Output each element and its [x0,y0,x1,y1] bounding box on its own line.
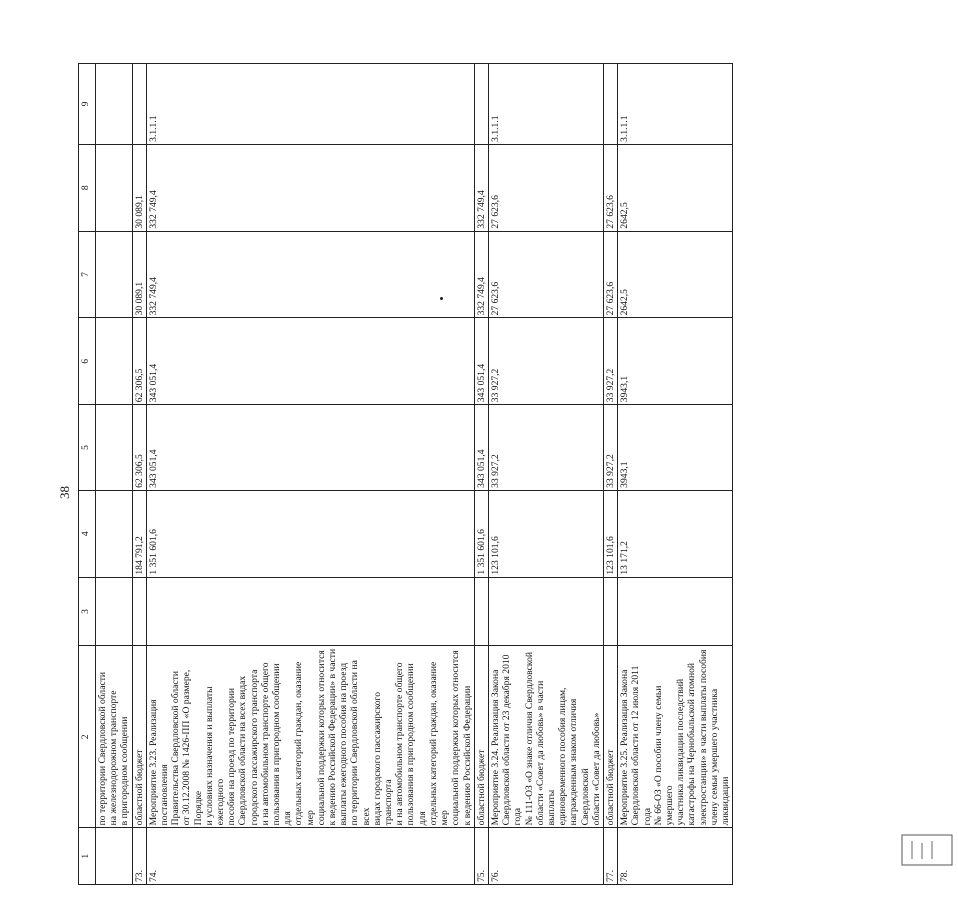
table-cell: 3943,1 [618,318,733,405]
table-cell: 33 927,2 [488,318,603,405]
header-cell: 2 [79,646,96,828]
table-cell: 3943,1 [618,405,733,491]
table-cell [618,577,733,646]
description-line: Мероприятие 3.23. Реализация постановления [147,699,171,826]
description-line: Мероприятие 3.25. Реализация Закона [619,669,631,826]
table-cell: 343 051,4 [474,405,488,491]
table-cell: 2642,5 [618,231,733,318]
description-line: области «Совет да любовь» [590,712,602,826]
table-cell: 27 623,6 [488,144,603,231]
table-cell: 30 089,1 [132,144,146,231]
table-cell: 62 306,5 [132,318,146,405]
table-cell: 123 101,6 [603,490,617,577]
description-line: награжденным знаком отличия Свердловской [568,698,591,826]
table-row [474,64,488,885]
description-line: в пригородном сообщении [119,716,131,826]
table-cell: 74. [146,828,474,885]
table-cell: 13 171,2 [618,490,733,577]
table-cell [96,828,133,885]
table-cell: 77. [603,828,617,885]
table-cell [96,490,133,577]
table-cell: 1 351 601,6 [146,490,474,577]
table-cell [96,405,133,491]
description-cell [488,646,603,828]
description-line: Свердловской области от 12 июля 2011 года [630,665,653,826]
description-line: Свердловской области от 23 декабря 2010 года [501,654,524,826]
description-line: электростанции» в части выплаты пособия [697,649,709,826]
description-line: отдельных категорий граждан, оказание мер [427,661,451,826]
table-cell: 343 051,4 [474,318,488,405]
description-line: по территории Свердловской области [97,671,108,826]
header-cell: 7 [79,231,96,318]
table-row [146,64,474,885]
table-cell: 78. [618,828,733,885]
stamp-mark [898,827,958,869]
header-cell: 1 [79,828,96,885]
description-line: областной бюджет [475,749,487,826]
description-line: № 111-ОЗ «О знаке отличия Свердловской [523,651,535,826]
description-line: члену семьи умершего участника ликвидации [708,688,731,826]
table-cell [603,577,617,646]
table-cell: 75. [474,828,488,885]
table-cell: 2642,5 [618,144,733,231]
table-cell [96,577,133,646]
header-cell: 4 [79,490,96,577]
table-cell: 184 791,2 [132,490,146,577]
description-line: и условиях назначения и выплаты ежегодного [203,686,227,826]
description-line: области «Совет да любовь» в части выплаты [534,680,557,826]
table-cell [96,318,133,405]
description-cell [618,646,733,828]
table-cell: 33 927,2 [603,405,617,491]
table-cell: 62 306,5 [132,405,146,491]
table-cell: 332 749,4 [474,144,488,231]
header-cell: 9 [79,64,96,145]
table-cell: 343 051,4 [146,405,474,491]
table-cell: 33 927,2 [488,405,603,491]
header-cell: 6 [79,318,96,405]
table-cell: 123 101,6 [488,490,603,577]
rotated-table-sheet [78,63,731,885]
description-line: на железнодорожном транспорте [108,690,120,826]
description-line: № 66-ОЗ «О пособии члену семьи умершего [652,685,675,826]
description-cell [96,646,133,828]
description-line: отдельных категорий граждан, оказание мер [293,661,316,826]
description-line: участника ликвидации последствий [675,678,687,826]
table-cell: 3.1.1.1 [618,64,733,145]
description-line: по территории Свердловской области на всех [349,660,372,826]
table-cell: 30 089,1 [132,231,146,318]
table-cell [132,577,146,646]
table-row [96,64,133,885]
table-cell [603,64,617,145]
table-cell [96,64,133,145]
description-line: Правительства Свердловской области [170,671,182,826]
table-cell: 27 623,6 [603,231,617,318]
description-line: Свердловской области на всех видах [237,675,249,826]
description-line: и на автомобильном транспорте общего [394,662,406,826]
description-cell [132,646,146,828]
description-line: и на автомобильном транспорте общего [259,662,271,826]
description-line: областной бюджет [604,749,616,826]
table-cell: 76. [488,828,603,885]
table-cell: 73. [132,828,146,885]
description-cell [603,646,617,828]
table-cell: 27 623,6 [488,231,603,318]
description-line: к ведению Российской Федерации» в части [327,648,339,826]
table-cell [96,231,133,318]
description-line: Мероприятие 3.24. Реализация Закона [489,669,501,826]
description-line: к ведению Российской Федерации [461,685,473,826]
budget-table [78,63,733,885]
description-cell [474,646,488,828]
description-line: видах городского пассажирского транспорта [371,691,395,826]
table-cell: 332 749,4 [474,231,488,318]
table-cell: 332 749,4 [146,231,474,318]
table-cell [474,64,488,145]
description-line: пользования в пригородном сообщении для [405,663,428,826]
table-cell [488,577,603,646]
table-cell: 3.1.1.1 [146,64,474,145]
description-line: социальной поддержки которых относится [315,650,327,826]
table-cell [474,577,488,646]
description-line: городского пассажирского транспорта [248,669,260,826]
description-line: пользования в пригородном сообщении для [271,663,294,826]
table-cell: 33 927,2 [603,318,617,405]
table-cell: 27 623,6 [603,144,617,231]
description-line: катастрофы на Чернобыльской атомной [686,662,698,826]
table-row [603,64,617,885]
table-cell: 1 351 601,6 [474,490,488,577]
table-cell [146,577,474,646]
page-number: 38 [57,486,72,499]
header-row [79,64,96,885]
description-line: областной бюджет [133,749,145,826]
table-row [618,64,733,885]
header-cell: 8 [79,144,96,231]
header-cell: 3 [79,577,96,646]
description-cell [146,646,474,828]
description-line: пособия на проезд по территории [226,687,238,826]
description-line: социальной поддержки которых относится [450,650,462,826]
table-cell: 332 749,4 [146,144,474,231]
table-row [132,64,146,885]
description-line: единовременного пособия лицам, [557,687,569,826]
table-cell [132,64,146,145]
table-row [488,64,603,885]
table-cell: 343 051,4 [146,318,474,405]
description-line: от 30.12.2008 № 1426-ПП «О размере, Порядке [181,669,204,826]
table-cell [96,144,133,231]
header-cell: 5 [79,405,96,491]
description-line: выплаты ежегодного пособия на проезд [338,662,350,826]
table-cell: 3.1.1.1 [488,64,603,145]
scan-dot [440,297,443,300]
